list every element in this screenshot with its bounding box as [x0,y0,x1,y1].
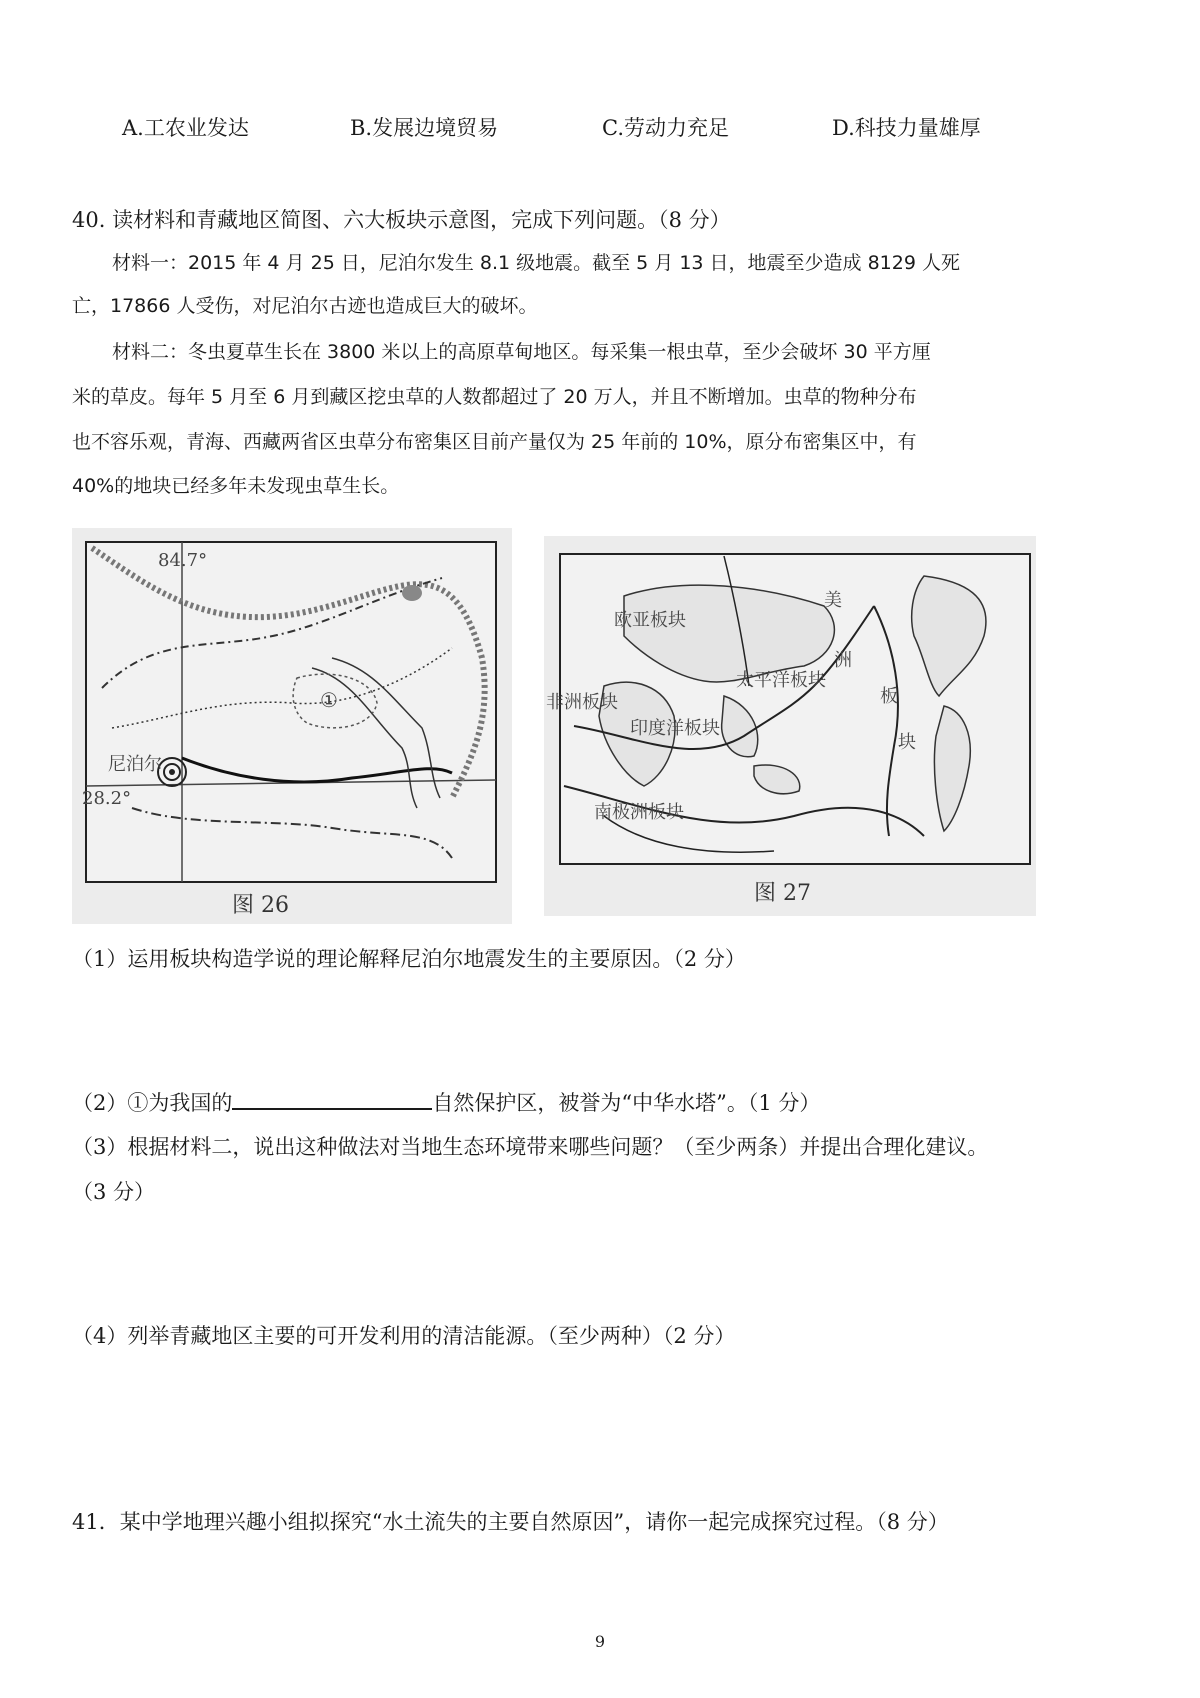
material-1-line-2: 亡，17866 人受伤，对尼泊尔古迹也造成巨大的破坏。 [72,295,538,317]
fig27-africa-label: 非洲板块 [546,692,618,713]
option-c: C.劳动力充足 [602,116,729,140]
sub-question-2-prefix: （2）①为我国的 [72,1091,233,1115]
figure-26-drawing [72,528,512,924]
fig27-pacific-label: 太平洋板块 [736,670,826,691]
figure-27-map [544,536,1036,916]
fig27-america-char-2: 洲 [834,650,852,671]
sub-question-1: （1）运用板块构造学说的理论解释尼泊尔地震发生的主要原因。（2 分） [72,947,746,971]
material-2-line-3: 也不容乐观，青海、西藏两省区虫草分布密集区目前产量仅为 25 年前的 10%，原分布密集区中，有 [72,431,917,453]
sub-question-3-line-1: （3）根据材料二，说出这种做法对当地生态环境带来哪些问题？（至少两条）并提出合理化建议。 [72,1135,989,1159]
sub-question-3-line-2: （3 分） [72,1180,156,1204]
fig26-nepal-label: 尼泊尔 [108,754,162,775]
sub-question-4: （4）列举青藏地区主要的可开发利用的清洁能源。（至少两种）（2 分） [72,1324,736,1348]
option-d: D.科技力量雄厚 [832,116,981,140]
figure-26-map [72,528,512,924]
question-40-title: 40. 读材料和青藏地区简图、六大板块示意图，完成下列问题。（8 分） [72,208,731,232]
option-b: B.发展边境贸易 [350,116,499,140]
sub-question-2 [72,1088,820,1117]
material-2-line-4: 40%的地块已经多年未发现虫草生长。 [72,475,400,497]
material-2-line-1: 材料二：冬虫夏草生长在 3800 米以上的高原草甸地区。每采集一根虫草，至少会破坏 30 平方厘 [112,341,931,363]
figure-27-drawing [544,536,1036,916]
fig27-antarctic-label: 南极洲板块 [594,802,684,823]
sub-question-2-suffix: 自然保护区，被誉为“中华水塔”。（1 分） [432,1091,821,1115]
answer-blank[interactable] [232,1088,432,1110]
fig26-latitude-label: 28.2° [82,788,132,809]
fig26-region-marker: ① [320,688,338,712]
fig27-america-char-4: 块 [898,732,916,753]
fig27-indian-label: 印度洋板块 [630,718,720,739]
material-2-line-2: 米的草皮。每年 5 月至 6 月到藏区挖虫草的人数都超过了 20 万人，并且不断增加。虫草的物种分布 [72,386,917,408]
fig27-america-char-1: 美 [824,590,842,611]
fig26-longitude-label: 84.7° [158,550,208,571]
figure-26-caption: 图 26 [232,893,289,918]
material-1-line-1: 材料一：2015 年 4 月 25 日，尼泊尔发生 8.1 级地震。截至 5 月 13 日，地震至少造成 8129 人死 [112,252,960,274]
fig27-eurasia-label: 欧亚板块 [614,610,686,631]
page-number: 9 [594,1632,606,1651]
question-41-title: 41．某中学地理兴趣小组拟探究“水土流失的主要自然原因”，请你一起完成探究过程。（8 分） [72,1510,949,1534]
figure-27-caption: 图 27 [754,881,811,906]
fig27-america-char-3: 板 [880,686,898,707]
option-a: A.工农业发达 [122,116,249,140]
